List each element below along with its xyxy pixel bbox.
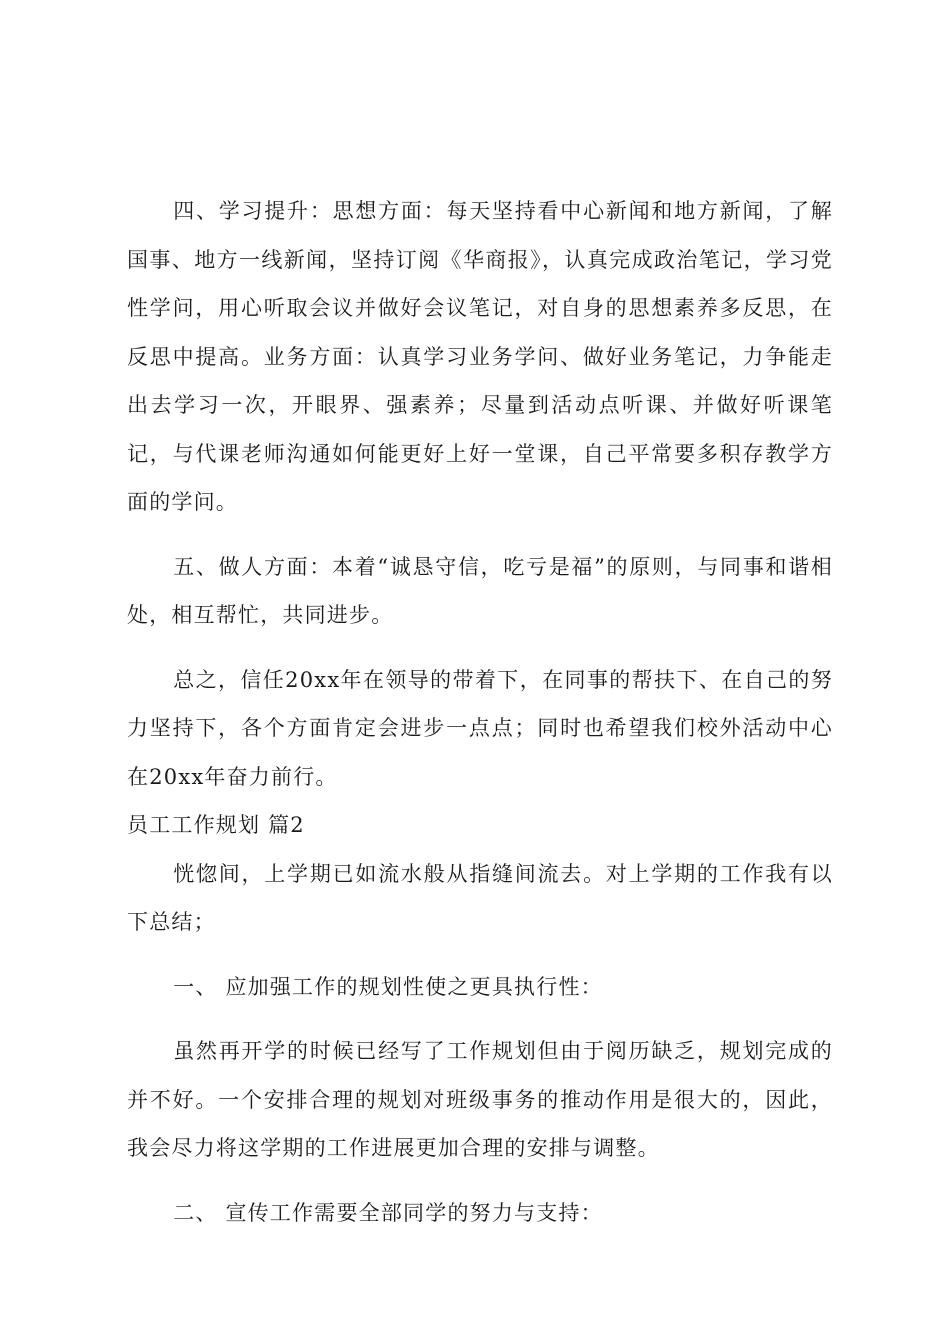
paragraph-item-one-body: 虽然再开学的时候已经写了工作规划但由于阅历缺乏，规划完成的并不好。一个安排合理的规划对班级事务的推动作用是很大的，因此，我会尽力将这学期的工作进展更加合理的安排与调整。 [127, 1039, 833, 1160]
paragraph-summary: 总之，信任20xx年在领导的带着下，在同事的帮扶下、在自己的努力坚持下，各个方面肯定会进步一点点；同时也希望我们校外活动中心在20xx年奋力前行。 [127, 667, 833, 789]
paragraph-conduct: 五、做人方面：本着“诚恳守信，吃亏是福”的原则，与同事和谐相处，相互帮忙，共同进步。 [127, 554, 833, 627]
section-heading: 员工工作规划 篇2 [127, 813, 305, 837]
paragraph-item-one-title: 一、 应加强工作的规划性使之更具执行性： [173, 974, 603, 999]
paragraph-item-two-title: 二、 宣传工作需要全部同学的努力与支持： [173, 1200, 603, 1225]
document-body [127, 187, 833, 1237]
paragraph-intro: 恍惚间，上学期已如流水般从指缝间流去。对上学期的工作我有以下总结； [127, 861, 833, 934]
paragraph-study-improvement: 四、学习提升：思想方面：每天坚持看中心新闻和地方新闻，了解国事、地方一线新闻，坚持订阅《华商报》，认真完成政治笔记，学习党性学问，用心听取会议并做好会议笔记，对自身的思想素养多反思，在反思中提高。业务方面：认真学习业务学问、做好业务笔记，力争能走出去学习一次，开眼界、强素养；尽量到活动点听课、并做好听课笔记，与代课老师沟通如何能更好上好一堂课，自己平常要多积存教学方面的学问。 [127, 199, 833, 514]
